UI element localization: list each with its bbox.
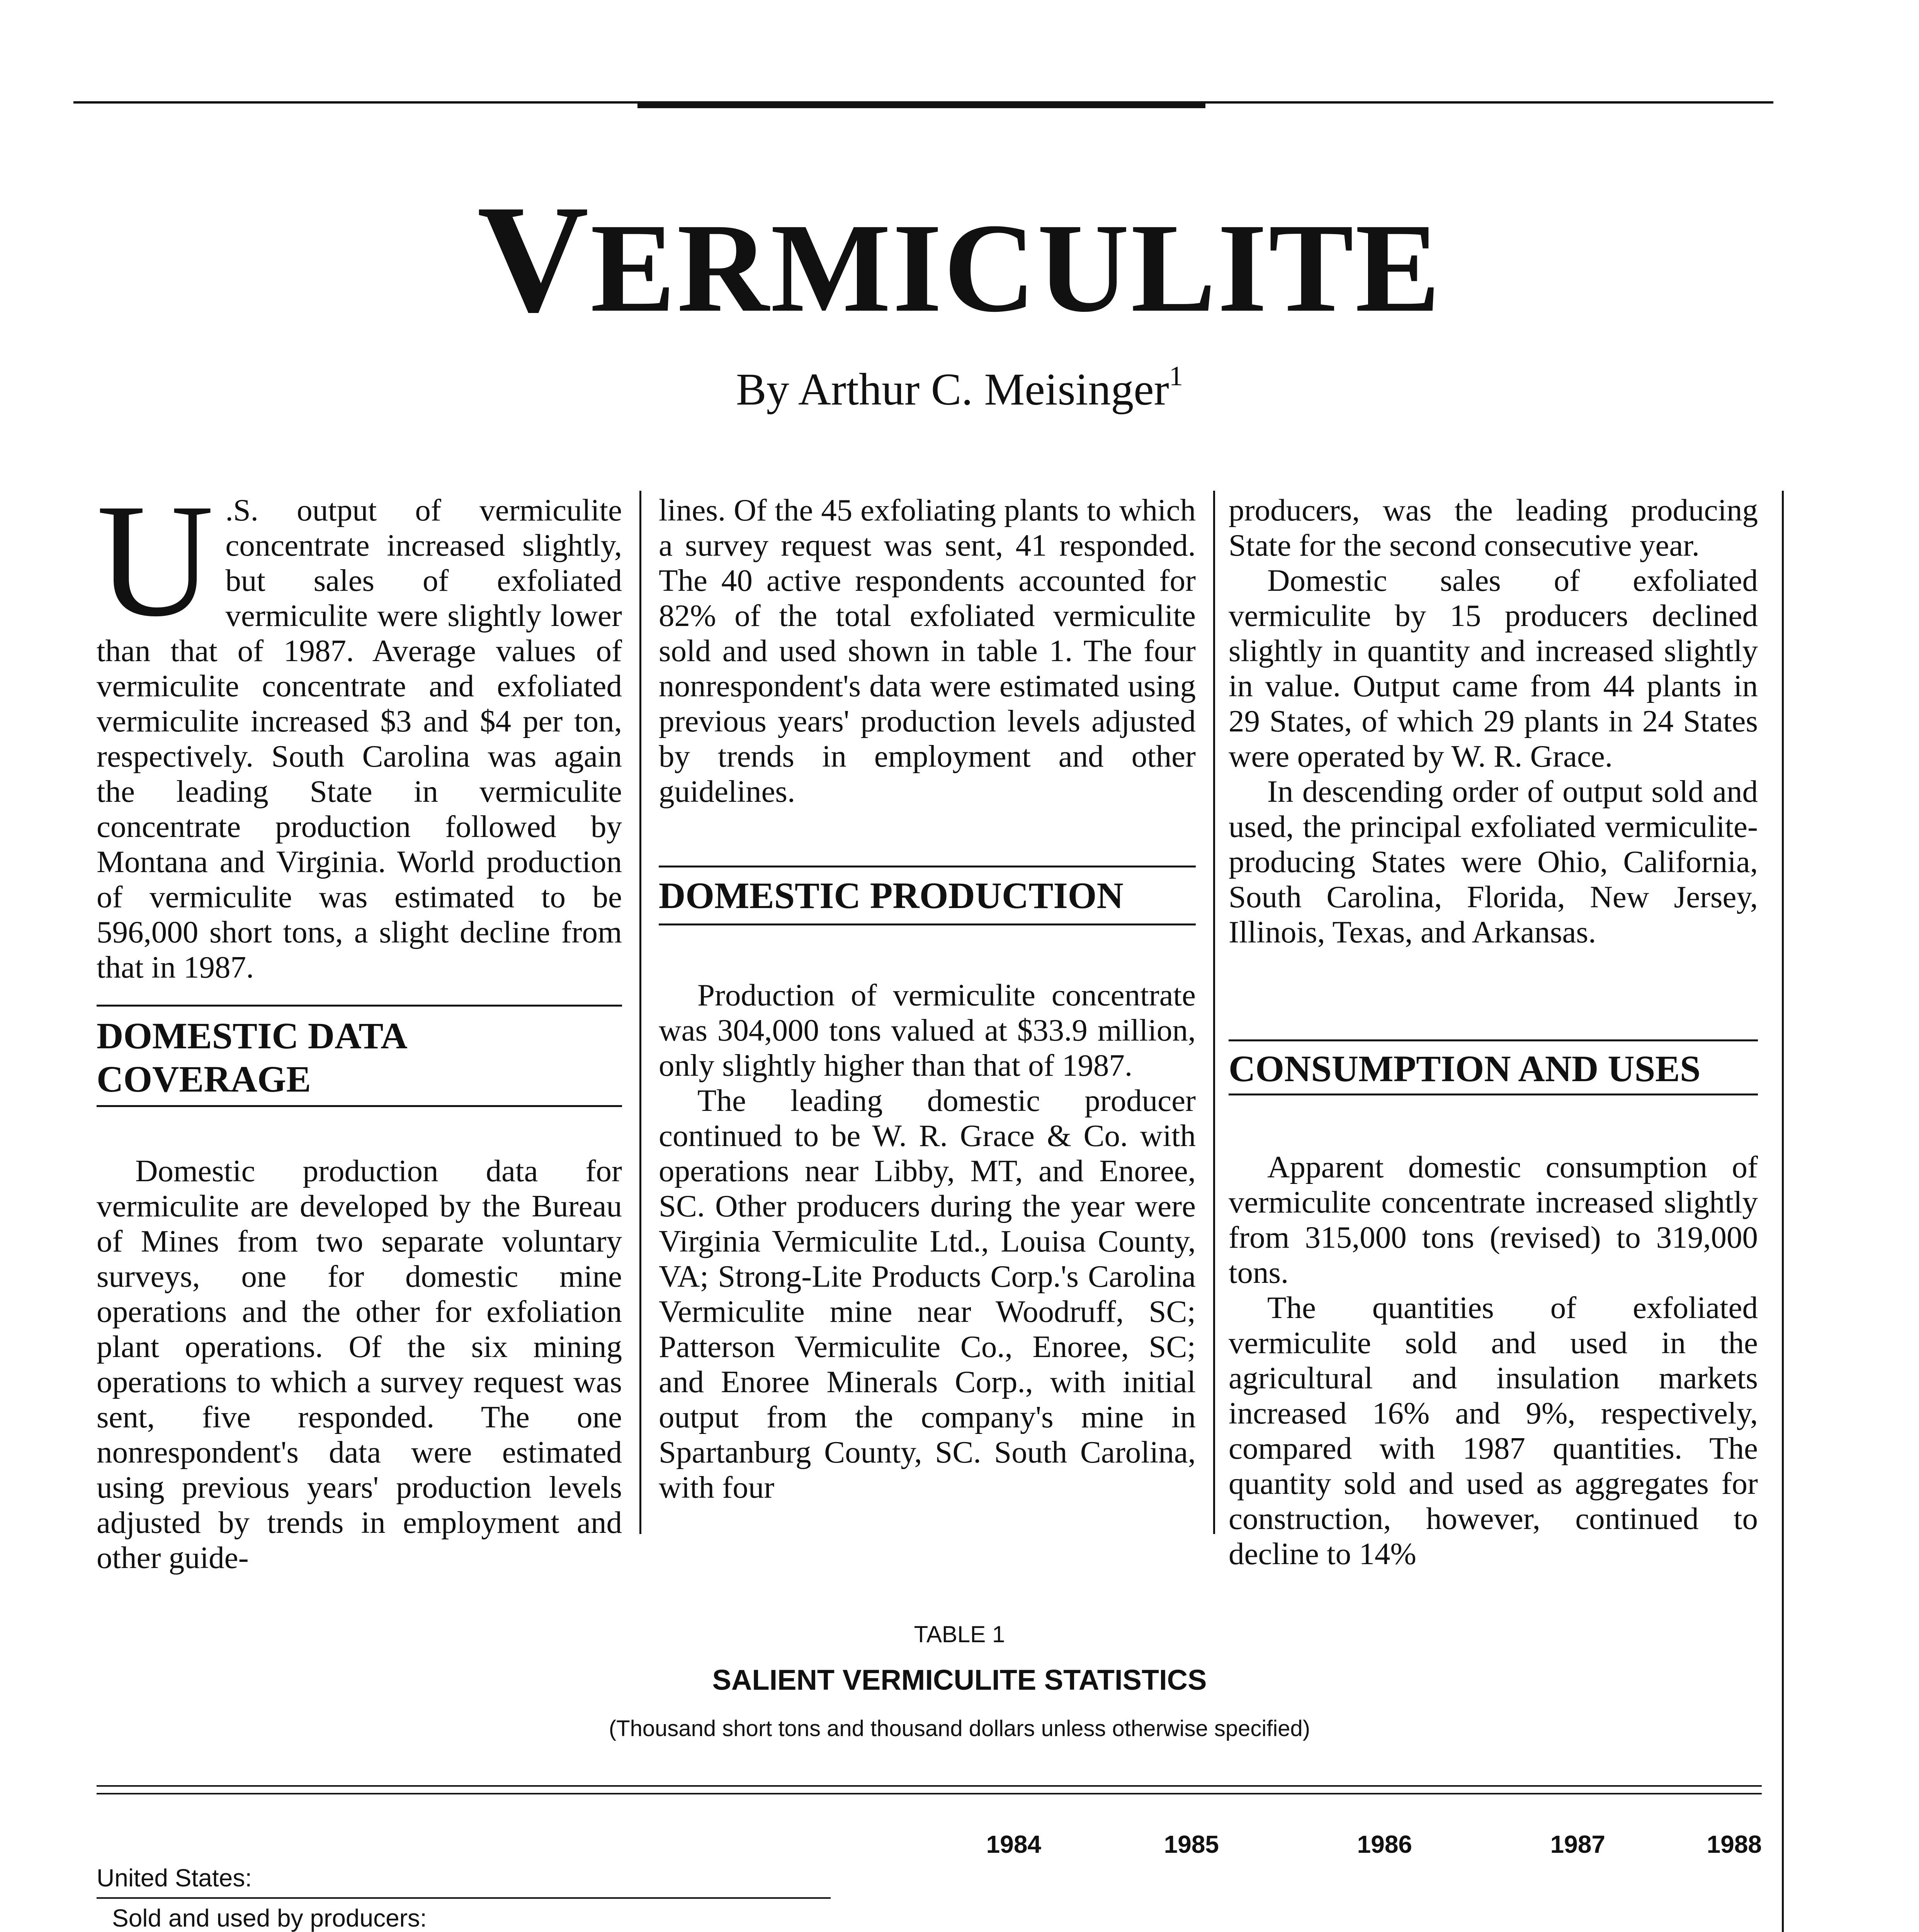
uses-paragraph: The quantities of exfoliated vermiculite sold and used in the agricultural and insulation markets increased 16% and 9%, respectively, compared with 1987 quantities. The quantity sold and used as aggregates for construction, however, continued to decline to 14%	[1229, 1290, 1758, 1571]
intro-paragraph: .S. output of vermiculite concentrate increased slightly, but sales of exfoliated vermiculite were slightly lower than that of 1987. Average values of vermiculite concentrate and exfoliated vermiculite increased $3 and $4 per ton, respectively. South Carolina was again the leading State in vermiculite concentrate production followed by Montana and Virginia. World production of vermiculite was estimated to be 596,000 short tons, a slight decline from that in 1987.	[97, 493, 622, 985]
top-rule-accent	[637, 103, 1205, 108]
column-1-body	[97, 1153, 622, 1575]
title-rest: ERMICULITE	[590, 197, 1442, 338]
year-header: 1986	[1357, 1830, 1412, 1858]
section-rule	[659, 866, 1196, 867]
section-rule	[1229, 1094, 1758, 1095]
section-label-text: Sold and used by producers:	[112, 1904, 427, 1932]
section-label	[97, 1859, 831, 1898]
section-label	[97, 1898, 831, 1932]
heading-domestic-data-coverage	[97, 1014, 622, 1101]
table-header-row	[97, 1820, 1762, 1859]
section-label-text: United States:	[97, 1864, 252, 1892]
column-divider-left	[639, 491, 641, 1534]
section-rule	[659, 923, 1196, 925]
page-title	[0, 173, 1919, 344]
heading-domestic-production: DOMESTIC PRODUCTION	[659, 875, 1124, 916]
section-rule	[97, 1105, 622, 1107]
column-divider-right	[1213, 491, 1215, 1534]
table-subtitle: (Thousand short tons and thousand dollars unless otherwise specified)	[609, 1716, 1310, 1741]
title-initial: V	[477, 173, 591, 344]
byline	[0, 359, 1919, 417]
author: By Arthur C. Meisinger	[736, 364, 1169, 415]
heading-line: DOMESTIC DATA	[97, 1015, 408, 1056]
continued-paragraph: producers, was the leading producing State for the second consecutive year.	[1229, 493, 1758, 563]
year-header: 1988	[1707, 1830, 1762, 1858]
consumption-paragraph: Apparent domestic consumption of vermiculite concentrate increased slightly from 315,000 tons (revised) to 319,000 tons.	[1229, 1150, 1758, 1290]
column-2-top	[659, 493, 1196, 809]
continued-paragraph: lines. Of the 45 exfoliating plants to which a survey request was sent, 41 responded. The 40 active respondents accounted for 82% of the total exfoliated vermiculite sold and used shown in table 1. The four nonrespondent's data were estimated using previous years' production levels adjusted by trends in employment and other guidelines.	[659, 493, 1196, 809]
year-header: 1985	[1164, 1830, 1219, 1858]
sales-paragraph: Domestic sales of exfoliated vermiculite by 15 producers declined slightly in quantity and increased slightly in value. Output came from 44 plants in 29 States, of which 29 plants in 24 States were operated by W. R. Grace.	[1229, 563, 1758, 774]
salient-statistics-table	[97, 1820, 1762, 1932]
column-3-body	[1229, 1150, 1758, 1571]
table-top-rule	[97, 1785, 1762, 1787]
author-footnote-mark: 1	[1169, 361, 1183, 391]
column-3-top	[1229, 493, 1758, 950]
section-rule	[97, 1005, 622, 1007]
year-header: 1987	[1550, 1830, 1605, 1858]
table-section-row	[97, 1898, 1762, 1932]
heading-consumption-and-uses: CONSUMPTION AND USES	[1229, 1048, 1701, 1089]
column-2-body	[659, 978, 1196, 1505]
states-paragraph: In descending order of output sold and used, the principal exfoliated vermiculite-producing States were Ohio, California, South Carolina, Florida, New Jersey, Illinois, Texas, and Arkansas.	[1229, 774, 1758, 949]
producers-paragraph: The leading domestic producer continued to be W. R. Grace & Co. with operations near Libby, MT, and Enoree, SC. Other producers during the year were Virginia Vermiculite Ltd., Louisa County, VA; Strong-Lite Products Corp.'s Carolina Vermiculite mine near Woodruff, SC; Patterson Vermiculite Co., Enoree, SC; and Enoree Minerals Corp., with initial output from the company's mine in Spartanburg County, SC. South Carolina, with four	[659, 1083, 1196, 1505]
table-title: SALIENT VERMICULITE STATISTICS	[712, 1664, 1207, 1696]
data-coverage-paragraph: Domestic production data for vermiculite are developed by the Bureau of Mines from two separate voluntary surveys, one for domestic mine operations and the other for exfoliation plant operations. Of the six mining operations to which a survey request was sent, five responded. The one nonrespondent's data were estimated using previous years' production levels adjusted by trends in employment and other guide-	[97, 1153, 622, 1575]
drop-cap: U	[97, 470, 214, 650]
production-paragraph: Production of vermiculite concentrate was 304,000 tons valued at $33.9 million, only slightly higher than that of 1987.	[659, 978, 1196, 1083]
table-header-rule	[97, 1793, 1762, 1794]
heading-line: COVERAGE	[97, 1058, 311, 1100]
column-1-intro	[97, 470, 622, 985]
table-section-row	[97, 1859, 1762, 1898]
table-body	[97, 1859, 1762, 1932]
section-rule	[1229, 1039, 1758, 1041]
year-header: 1984	[986, 1830, 1041, 1858]
table-number: TABLE 1	[914, 1621, 1005, 1647]
